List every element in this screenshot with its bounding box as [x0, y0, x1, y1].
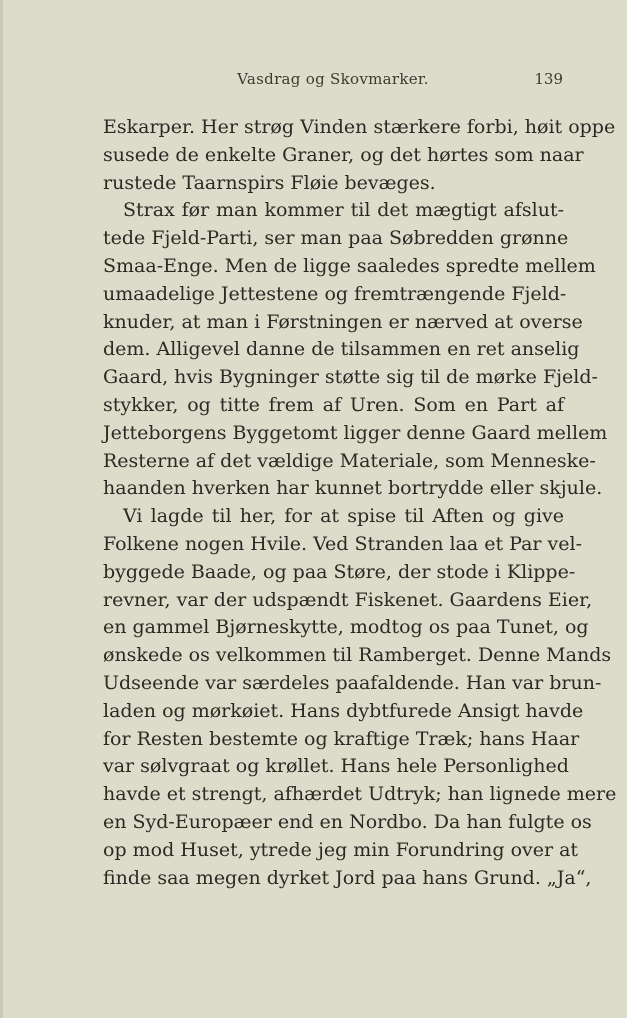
- text-line: Eskarper. Her strøg Vinden stærkere forbi, høit oppe: [103, 116, 616, 138]
- text-line: Resterne af det vældige Materiale, som Menneske-: [103, 449, 596, 472]
- body-text: [103, 114, 617, 892]
- text-line: Smaa-Enge. Men de ligge saaledes spredte mellem: [103, 254, 596, 277]
- text-line: laden og mørkøiet. Hans dybtfurede Ansigt havde: [103, 699, 584, 722]
- running-title: Vasdrag og Skovmarker.: [237, 70, 429, 88]
- page-header: [103, 70, 563, 92]
- text-line: for Resten bestemte og kraftige Træk; hans Haar: [103, 727, 580, 750]
- text-line: en gammel Bjørneskytte, modtog os paa Tunet, og: [103, 616, 589, 639]
- text-line: tede Fjeld-Parti, ser man paa Søbredden grønne: [103, 227, 569, 250]
- text-line: susede de enkelte Graner, og det hørtes som naar: [103, 143, 584, 166]
- text-line: knuder, at man i Førstningen er nærved at overse: [103, 310, 583, 333]
- text-line: Strax før man kommer til det mægtigt afslut-: [123, 199, 564, 222]
- text-line: dem. Alligevel danne de tilsammen en ret anselig: [103, 338, 580, 361]
- text-line: ønskede os velkommen til Ramberget. Denne Mands: [103, 644, 612, 667]
- text-line: Folkene nogen Hvile. Ved Stranden laa et Par vel-: [103, 532, 583, 555]
- text-line: finde saa megen dyrket Jord paa hans Grund. „Ja“,: [103, 866, 592, 889]
- text-line: rustede Taarnspirs Fløie bevæges.: [103, 171, 436, 194]
- text-line: Udseende var særdeles paafaldende. Han var brun-: [103, 671, 602, 694]
- text-line: byggede Baade, og paa Støre, der stode i Klippe-: [103, 560, 576, 583]
- page-number: 139: [534, 70, 563, 88]
- text-line: en Syd-Europæer end en Nordbo. Da han fulgte os: [103, 810, 592, 833]
- text-line: Vi lagde til her, for at spise til Aften og give: [123, 505, 564, 528]
- text-line: haanden hverken har kunnet bortrydde eller skjule.: [103, 477, 603, 500]
- text-line: op mod Huset, ytrede jeg min Forundring over at: [103, 838, 579, 861]
- text-line: stykker, og titte frem af Uren. Som en Part af: [103, 393, 564, 416]
- page-edge: [0, 0, 3, 1018]
- text-line: havde et strengt, afhærdet Udtryk; han lignede mere: [103, 783, 617, 806]
- text-line: umaadelige Jettestene og fremtrængende Fjeld-: [103, 282, 567, 305]
- text-line: Jetteborgens Byggetomt ligger denne Gaard mellem: [103, 421, 608, 444]
- text-line: Gaard, hvis Bygninger støtte sig til de mørke Fjeld-: [103, 366, 598, 389]
- text-line: revner, var der udspændt Fiskenet. Gaardens Eier,: [103, 588, 593, 611]
- text-line: var sølvgraat og krøllet. Hans hele Personlighed: [103, 755, 569, 778]
